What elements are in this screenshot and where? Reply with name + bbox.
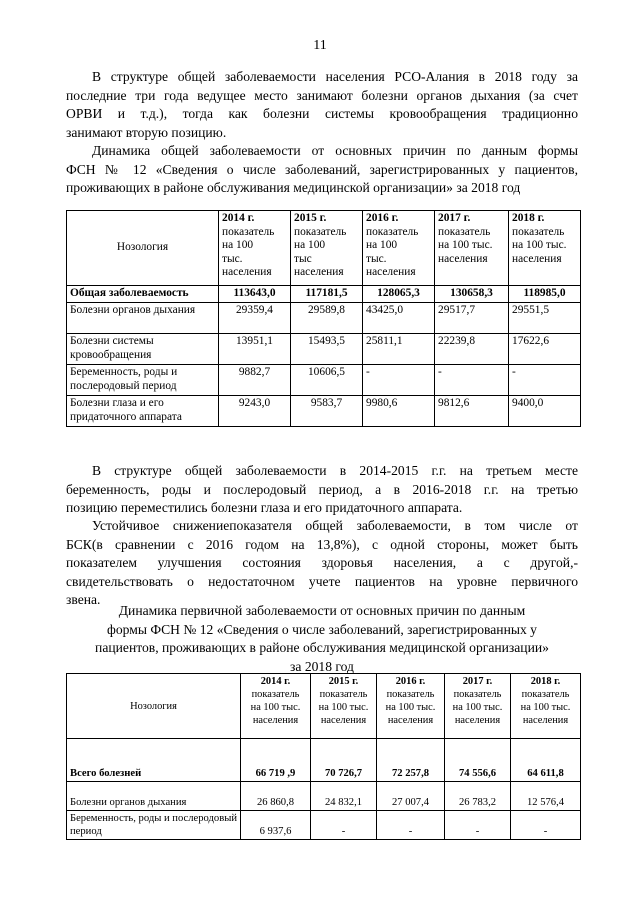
row-label: Беременность, роды и послеродовый период — [67, 365, 219, 396]
table-header-row — [67, 211, 581, 286]
table-cell: 74 556,6 — [445, 739, 511, 782]
text-line: В структуре общей заболеваемости населения РСО-Алания в 2018 году за — [92, 69, 578, 84]
table-cell: 130658,3 — [435, 286, 509, 303]
table-cell: 27 007,4 — [377, 782, 445, 811]
table-cell: 25811,1 — [363, 334, 435, 365]
column-header-nosology: Нозология — [67, 674, 241, 739]
text-line: последние три года ведущее место занимают болезни органов дыхания (за счет — [66, 87, 578, 103]
paragraph-3 — [66, 462, 578, 518]
row-label: Болезни органов дыхания — [67, 782, 241, 811]
table-cell: 15493,5 — [291, 334, 363, 365]
table-row — [67, 286, 581, 303]
table-cell: 66 719 ,9 — [241, 739, 311, 782]
text-line: Динамика первичной заболеваемости от основных причин по данным — [118, 603, 526, 618]
table-cell: 72 257,8 — [377, 739, 445, 782]
table-cell: 43425,0 — [363, 303, 435, 334]
paragraph-1 — [66, 68, 578, 142]
table-cell: - — [445, 811, 511, 840]
table-cell: 6 937,6 — [241, 811, 311, 840]
table-cell: - — [377, 811, 445, 840]
table-cell: 9980,6 — [363, 396, 435, 427]
column-header-2016: 2016 г. показатель на 100 тыс. населения — [363, 211, 435, 286]
text-line: Устойчивое снижениепоказателя общей заболеваемости, в том числе от — [92, 518, 578, 533]
table-cell: 9400,0 — [509, 396, 581, 427]
column-header-2015: 2015 г. показатель на 100 тыс населения — [291, 211, 363, 286]
column-header-2015: 2015 г. показатель на 100 тыс. населения — [311, 674, 377, 739]
table-row — [67, 782, 581, 811]
table-cell: 9243,0 — [219, 396, 291, 427]
table-cell: 22239,8 — [435, 334, 509, 365]
text-line: ФСН № 12 «Сведения о числе заболеваний, зарегистрированных у пациентов, — [66, 161, 578, 177]
table-cell: 10606,5 — [291, 365, 363, 396]
row-label: Болезни органов дыхания — [67, 303, 219, 334]
text-line: В структуре общей заболеваемости в 2014-2015 г.г. на третьем месте — [92, 463, 578, 478]
row-label: Общая заболеваемость — [67, 286, 219, 303]
text-line: показателем улучшения состояния здоровья населения, а с другой,- — [66, 555, 578, 570]
row-label: Всего болезней — [67, 739, 241, 782]
table-row — [67, 739, 581, 782]
table-cell: 70 726,7 — [311, 739, 377, 782]
table-cell: 29517,7 — [435, 303, 509, 334]
table-cell: 117181,5 — [291, 286, 363, 303]
page-number: 11 — [313, 38, 327, 53]
table-cell: - — [435, 365, 509, 396]
text-line: пациентов, проживающих в районе обслуживания медицинской организации» — [95, 640, 549, 655]
table-cell: 13951,1 — [219, 334, 291, 365]
column-header-2014: 2014 г. показатель на 100 тыс. населения — [241, 674, 311, 739]
column-header-2016: 2016 г. показатель на 100 тыс. населения — [377, 674, 445, 739]
column-header-2014: 2014 г. показатель на 100 тыс. населения — [219, 211, 291, 286]
table-cell: 9882,7 — [219, 365, 291, 396]
text-line: формы ФСН № 12 «Сведения о числе заболеваний, зарегистрированных у — [107, 621, 537, 637]
table-cell: 113643,0 — [219, 286, 291, 303]
text-line: проживающих в районе обслуживания медицинской организации» за 2018 год — [66, 180, 521, 195]
table-row — [67, 396, 581, 427]
table-cell: 64 611,8 — [511, 739, 581, 782]
paragraph-2 — [66, 142, 578, 198]
text-line: беременность, роды и послеродовый период, а в 2016-2018 г.г. на третью — [66, 481, 578, 497]
table-cell: 29551,5 — [509, 303, 581, 334]
table-cell: - — [511, 811, 581, 840]
table-cell: 26 860,8 — [241, 782, 311, 811]
paragraph-4 — [66, 517, 578, 610]
column-header-2017: 2017 г. показатель на 100 тыс. населения — [435, 211, 509, 286]
row-label: Болезни глаза и его придаточного аппарата — [67, 396, 219, 427]
table-cell: 118985,0 — [509, 286, 581, 303]
primary-morbidity-table — [66, 673, 581, 840]
column-header-2018: 2018 г. показатель на 100 тыс. населения — [509, 211, 581, 286]
table-row — [67, 334, 581, 365]
row-label: Беременность, роды и послеродовый период — [67, 811, 241, 840]
table-cell: - — [363, 365, 435, 396]
text-line: ОРВИ и т.д.), тогда как болезни системы кровообращения традиционно — [66, 106, 578, 121]
paragraph-5-title — [66, 602, 578, 676]
table-header-row — [67, 674, 581, 739]
table-cell: 9583,7 — [291, 396, 363, 427]
column-header-2018: 2018 г. показатель на 100 тыс. населения — [511, 674, 581, 739]
text-line: свидетельствовать о недостаточном учете пациентов на уровне первичного — [66, 573, 578, 589]
table-cell: 128065,3 — [363, 286, 435, 303]
table-cell: 29359,4 — [219, 303, 291, 334]
table-row — [67, 811, 581, 840]
table-cell: 9812,6 — [435, 396, 509, 427]
text-line: Динамика общей заболеваемости от основных причин по данным формы — [92, 143, 578, 158]
text-line: звена. — [66, 592, 101, 607]
table-cell: 12 576,4 — [511, 782, 581, 811]
column-header-nosology: Нозология — [67, 211, 219, 286]
row-label: Болезни системы кровообращения — [67, 334, 219, 365]
table-row — [67, 303, 581, 334]
column-header-2017: 2017 г. показатель на 100 тыс. населения — [445, 674, 511, 739]
table-row — [67, 365, 581, 396]
table-cell: - — [311, 811, 377, 840]
table-cell: - — [509, 365, 581, 396]
text-line: занимают вторую позицию. — [66, 124, 227, 140]
general-morbidity-table — [66, 210, 581, 427]
table-cell: 17622,6 — [509, 334, 581, 365]
table-cell: 24 832,1 — [311, 782, 377, 811]
text-line: за 2018 год — [290, 658, 354, 674]
text-line: позицию переместились болезни глаза и его придаточного аппарата. — [66, 500, 463, 515]
table-cell: 26 783,2 — [445, 782, 511, 811]
table-cell: 29589,8 — [291, 303, 363, 334]
text-line: БСК(в сравнении с 2016 годом на 13,8%), с одной стороны, может быть — [66, 536, 578, 552]
